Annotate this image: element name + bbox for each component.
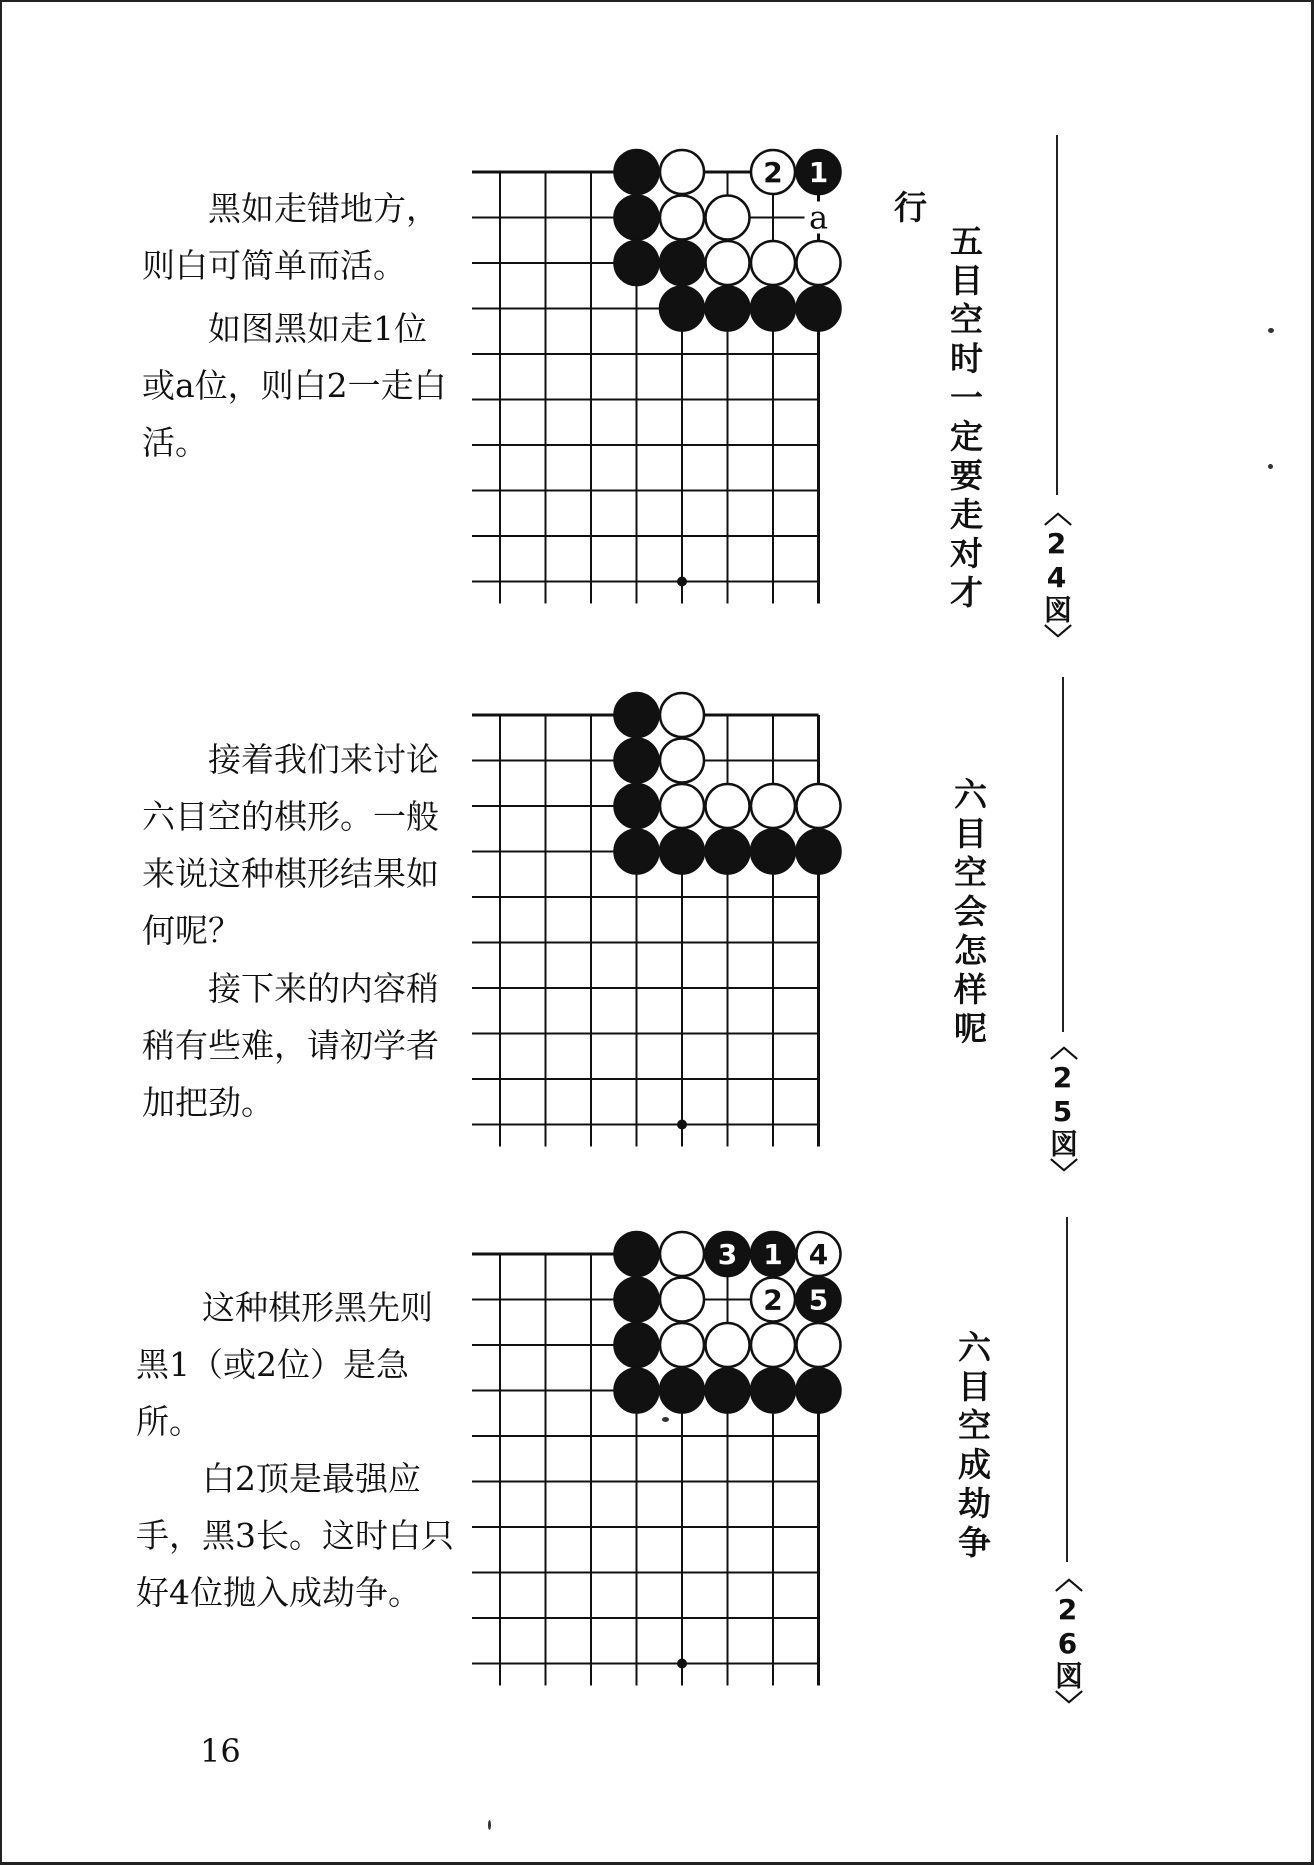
move-number-label: 2 [763,1283,783,1317]
white-stone [706,196,750,240]
section-title-fig24: 五目空时一定要走对才 [945,224,984,614]
black-stone [615,1323,659,1367]
figure-rule-fig24 [1056,135,1058,495]
go-board-fig25 [472,685,852,1155]
white-stone [797,241,841,285]
scan-speck [488,1820,491,1830]
figure-rule-fig26 [1066,1217,1068,1562]
scan-speck [1268,328,1274,333]
move-number-label: 2 [763,156,783,189]
black-stone [751,287,795,331]
section-title-fig25: 六目空会怎样呢 [949,777,988,1050]
white-stone [797,784,841,828]
page-number: 16 [200,1732,241,1770]
black-stone [660,241,704,285]
move-number-label: 5 [808,1283,829,1317]
black-stone [660,830,704,874]
scan-speck [1268,464,1273,469]
label-close: 〉 [1046,1158,1079,1187]
black-stone [615,150,659,194]
label-number: 24 [1040,527,1073,595]
white-stone [706,1323,750,1367]
paragraph-fig25-2: 接下来的内容稍稍有些难，请初学者加把劲。 [142,969,439,1122]
section-title-fig26: 六目空成劫争 [953,1330,992,1564]
label-close: 〉 [1051,1690,1084,1719]
label-char: 図 [1051,1661,1084,1690]
white-stone [660,784,704,828]
paragraph-fig26-1: 这种棋形黑先则黑1（或2位）是急所。 [136,1288,433,1441]
label-number: 26 [1051,1593,1084,1661]
white-stone [660,1278,704,1322]
black-stone [751,830,795,874]
label-open: 〈 [1051,1564,1084,1593]
white-stone [751,784,795,828]
star-point [677,1120,687,1130]
section-title-fig24-tail: 行 [889,190,928,229]
go-board-fig24 [472,142,852,612]
paragraph-fig24-1: 黑如走错地方，则白可简单而活。 [142,189,439,285]
figure-label-fig24 [1040,498,1073,653]
figure-label-fig25 [1046,1032,1079,1187]
black-stone [751,1369,795,1413]
black-stone [615,196,659,240]
move-number-label: 1 [763,1238,783,1271]
figure-label-fig26 [1051,1564,1084,1719]
black-stone [706,287,750,331]
black-stone [615,784,659,828]
black-stone [660,287,704,331]
point-mark-label: a [808,198,829,237]
paragraph-fig24-2: 如图黑如走1位或a位，则白2一走白活。 [142,309,447,462]
label-open: 〈 [1046,1032,1079,1061]
black-stone [615,241,659,285]
black-stone [615,1232,659,1276]
white-stone [660,693,704,737]
white-stone [751,1323,795,1367]
black-stone [706,1369,750,1413]
white-stone [706,241,750,285]
white-stone [660,1232,704,1276]
white-stone [797,1323,841,1367]
label-number: 25 [1046,1061,1079,1129]
black-stone [797,287,841,331]
white-stone [660,1323,704,1367]
star-point [677,577,687,587]
black-stone [615,1278,659,1322]
white-stone [660,150,704,194]
label-open: 〈 [1040,498,1073,527]
move-number-label: 1 [808,156,829,189]
black-stone [615,693,659,737]
star-point [677,1659,687,1669]
white-stone [660,196,704,240]
move-number-label: 4 [808,1238,829,1271]
black-stone [797,830,841,874]
scan-speck [662,1417,669,1422]
label-char: 図 [1046,1129,1079,1158]
go-board-fig26 [472,1224,852,1694]
paragraph-fig26-2: 白2顶是最强应手，黑3长。这时白只好4位抛入成劫争。 [136,1459,454,1612]
black-stone [615,1369,659,1413]
black-stone [615,830,659,874]
black-stone [660,1369,704,1413]
figure-rule-fig25 [1062,677,1064,1032]
black-stone [797,1369,841,1413]
black-stone [615,739,659,783]
white-stone [706,784,750,828]
move-number-label: 3 [717,1238,738,1271]
label-close: 〉 [1040,624,1073,653]
paragraph-fig25-1: 接着我们来讨论六目空的棋形。一般来说这种棋形结果如何呢？ [142,740,439,950]
black-stone [706,830,750,874]
white-stone [660,739,704,783]
label-char: 図 [1040,595,1073,624]
white-stone [751,241,795,285]
